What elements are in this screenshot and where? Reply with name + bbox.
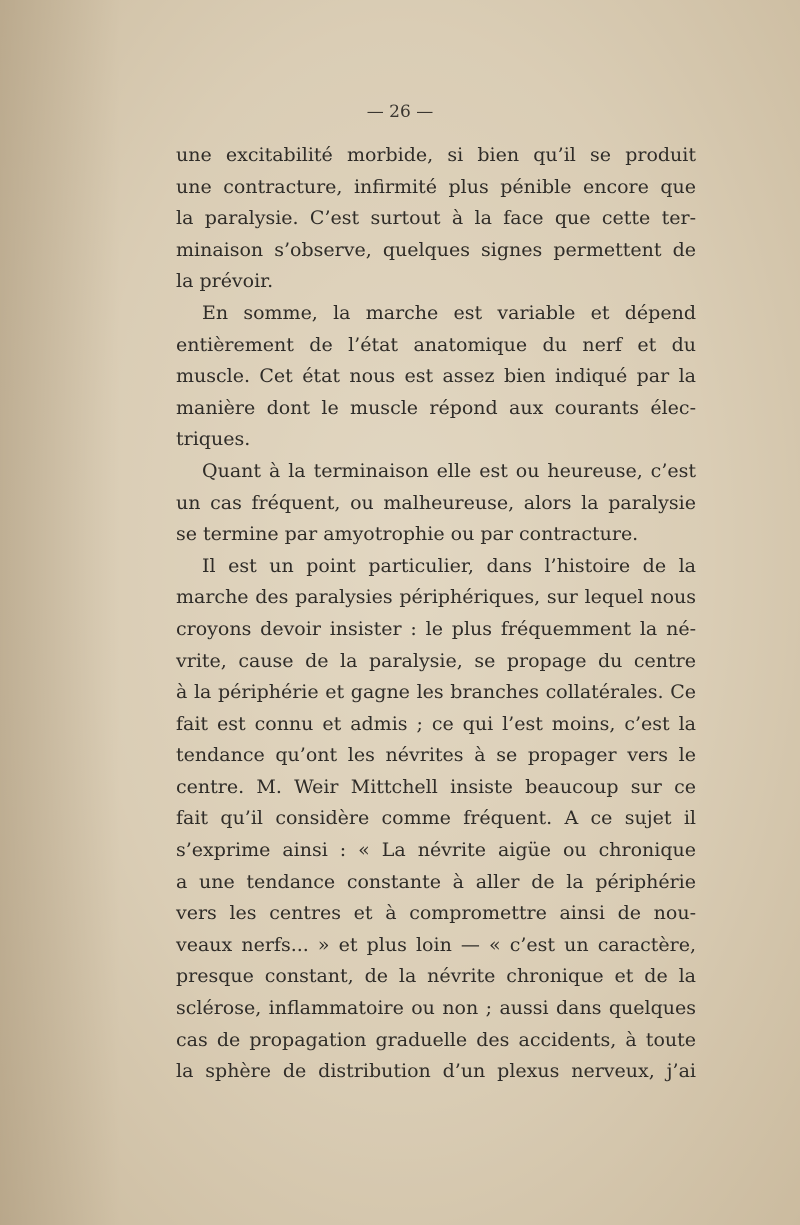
text-line: minaison s’observe, quelques signes permettent de bbox=[176, 238, 696, 261]
page-edge-shading bbox=[0, 0, 120, 1225]
text-line: vers les centres et à compromettre ainsi de nou- bbox=[176, 902, 696, 925]
text-line: centre. M. Weir Mittchell insiste beaucoup sur ce bbox=[176, 775, 696, 798]
text-line: une contracture, infirmité plus pénible encore que bbox=[176, 175, 696, 198]
text-line: En somme, la marche est variable et dépend bbox=[202, 301, 696, 324]
text-line: fait est connu et admis ; ce qui l’est moins, c’est la bbox=[176, 712, 696, 735]
body-text bbox=[176, 140, 696, 1088]
text-line: à la périphérie et gagne les branches collatérales. Ce bbox=[176, 681, 696, 704]
text-line: sclérose, inflammatoire ou non ; aussi dans quelques bbox=[176, 997, 696, 1020]
text-line: muscle. Cet état nous est assez bien indiqué par la bbox=[176, 365, 696, 388]
text-line: la paralysie. C’est surtout à la face que cette ter- bbox=[176, 207, 696, 230]
text-line: la sphère de distribution d’un plexus nerveux, j’ai bbox=[176, 1060, 696, 1083]
text-line: un cas fréquent, ou malheureuse, alors la paralysie bbox=[176, 491, 696, 514]
text-line: a une tendance constante à aller de la périphérie bbox=[176, 870, 696, 893]
text-line: entièrement de l’état anatomique du nerf et du bbox=[176, 333, 696, 356]
text-line: Quant à la terminaison elle est ou heureuse, c’est bbox=[202, 459, 696, 482]
text-line: fait qu’il considère comme fréquent. A ce sujet il bbox=[176, 807, 696, 830]
text-line: une excitabilité morbide, si bien qu’il se produit bbox=[176, 144, 696, 166]
text-line: presque constant, de la névrite chronique et de la bbox=[176, 965, 696, 988]
text-line: manière dont le muscle répond aux courants élec- bbox=[176, 396, 696, 419]
text-line: croyons devoir insister : le plus fréquemment la né- bbox=[176, 617, 696, 640]
text-line: tendance qu’ont les névrites à se propager vers le bbox=[176, 744, 696, 767]
text-line: marche des paralysies périphériques, sur lequel nous bbox=[176, 586, 696, 609]
text-line: la prévoir. bbox=[176, 270, 274, 293]
text-line: veaux nerfs... » et plus loin — « c’est un caractère, bbox=[176, 933, 696, 956]
page-number: — 26 — bbox=[366, 102, 434, 122]
text-line: se termine par amyotrophie ou par contracture. bbox=[176, 523, 639, 546]
text-line: triques. bbox=[176, 428, 251, 451]
text-line: s’exprime ainsi : « La névrite aigüe ou chronique bbox=[176, 839, 696, 862]
text-line: vrite, cause de la paralysie, se propage du centre bbox=[176, 649, 696, 672]
text-line: Il est un point particulier, dans l’histoire de la bbox=[202, 554, 696, 577]
text-line: cas de propagation graduelle des accidents, à toute bbox=[176, 1028, 696, 1051]
